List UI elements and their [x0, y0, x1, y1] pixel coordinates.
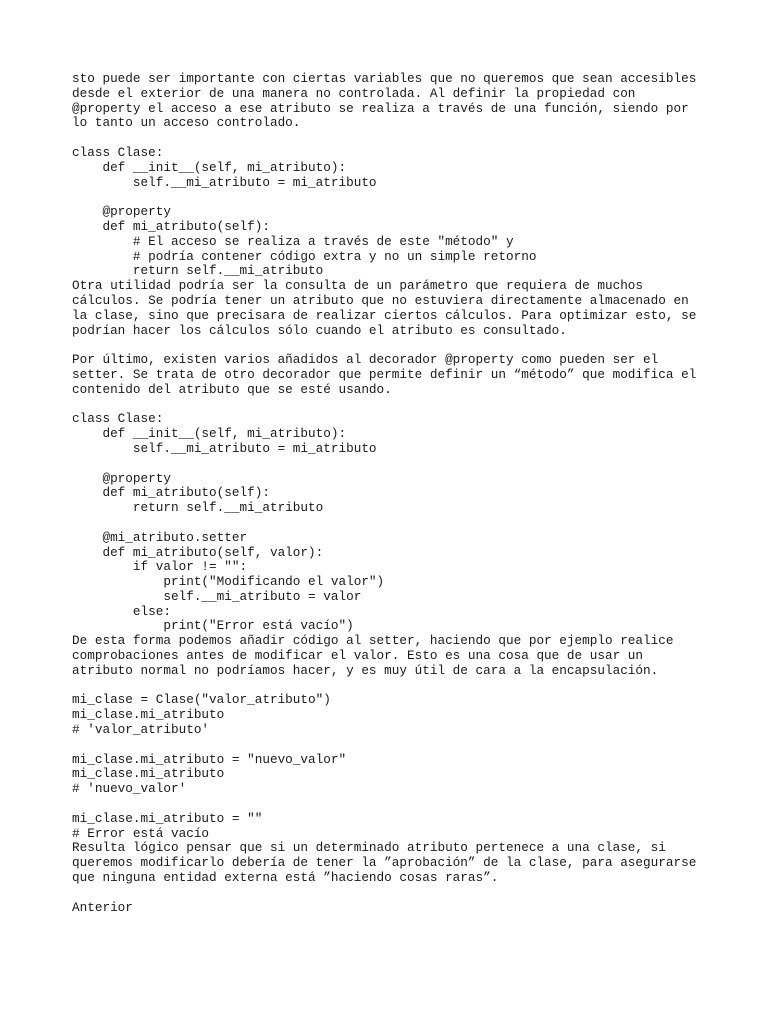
code-line: return self.__mi_atributo: [72, 500, 324, 516]
text-line: Otra utilidad podría ser la consulta de un parámetro que requiera de muchos: [72, 278, 644, 294]
code-line: def mi_atributo(self):: [72, 485, 270, 501]
document-body: [72, 72, 768, 915]
text-line: @property el acceso a ese atributo se realiza a través de una función, siendo por: [72, 100, 689, 116]
blank-line: [72, 738, 768, 753]
code-line: def __init__(self, mi_atributo):: [72, 426, 347, 442]
text-line: setter. Se trata de otro decorador que permite definir un “método” que modifica el: [72, 366, 697, 382]
blank-line: [72, 679, 768, 694]
code-line: mi_clase.mi_atributo: [72, 766, 225, 782]
text-line: cálculos. Se podría tener un atributo que no estuviera directamente almacenado en: [72, 292, 689, 308]
code-line: # El acceso se realiza a través de este "método" y: [72, 233, 514, 249]
code-line: # podría contener código extra y no un simple retorno: [72, 248, 537, 264]
text-line: lo tanto un acceso controlado.: [72, 115, 301, 131]
blank-line: [72, 131, 768, 146]
code-line: @property: [72, 204, 171, 220]
blank-line: [72, 797, 768, 812]
blank-line: [72, 398, 768, 413]
text-line: la clase, sino que precisara de realizar ciertos cálculos. Para optimizar esto, se: [72, 307, 697, 323]
code-line: # 'valor_atributo': [72, 722, 210, 738]
text-line: que ninguna entidad externa está ”haciendo cosas raras”.: [72, 870, 499, 886]
code-line: mi_clase = Clase("valor_atributo"): [72, 692, 331, 708]
blank-line: [72, 886, 768, 901]
code-line: self.__mi_atributo = valor: [72, 588, 362, 604]
text-line: sto puede ser importante con ciertas variables que no queremos que sean accesibles: [72, 71, 697, 86]
blank-line: [72, 338, 768, 353]
code-line: @property: [72, 470, 171, 486]
code-line: class Clase:: [72, 144, 164, 160]
code-line: print("Error está vacío"): [72, 618, 354, 634]
code-line: mi_clase.mi_atributo = "": [72, 810, 263, 826]
previous-link[interactable]: Anterior: [72, 899, 133, 915]
text-line: Resulta lógico pensar que si un determinado atributo pertenece a una clase, si: [72, 840, 666, 856]
code-line: class Clase:: [72, 411, 164, 427]
blank-line: [72, 457, 768, 472]
code-line: if valor != "":: [72, 559, 248, 575]
code-line: def mi_atributo(self):: [72, 218, 270, 234]
code-line: def mi_atributo(self, valor):: [72, 544, 324, 560]
text-line: podrían hacer los cálculos sólo cuando el atributo es consultado.: [72, 322, 567, 338]
code-line: # Error está vacío: [72, 825, 210, 841]
code-line: return self.__mi_atributo: [72, 263, 324, 279]
code-line: mi_clase.mi_atributo: [72, 707, 225, 723]
code-line: # 'nuevo_valor': [72, 781, 187, 797]
text-line: atributo normal no podríamos hacer, y es muy útil de cara a la encapsulación.: [72, 662, 659, 678]
text-line: contenido del atributo que se esté usando.: [72, 381, 392, 397]
code-line: def __init__(self, mi_atributo):: [72, 159, 347, 175]
blank-line: [72, 516, 768, 531]
text-line: queremos modificarlo debería de tener la ”aprobación” de la clase, para asegurarse: [72, 855, 697, 871]
text-line: comprobaciones antes de modificar el valor. Esto es una cosa que de usar un: [72, 648, 644, 664]
code-line: @mi_atributo.setter: [72, 529, 248, 545]
text-line: De esta forma podemos añadir código al setter, haciendo que por ejemplo realice: [72, 633, 674, 649]
code-line: self.__mi_atributo = mi_atributo: [72, 174, 377, 190]
blank-line: [72, 190, 768, 205]
code-line: mi_clase.mi_atributo = "nuevo_valor": [72, 751, 347, 767]
code-line: print("Modificando el valor"): [72, 574, 385, 590]
text-line: Por último, existen varios añadidos al decorador @property como pueden ser el: [72, 352, 659, 368]
code-line: self.__mi_atributo = mi_atributo: [72, 440, 377, 456]
text-line: desde el exterior de una manera no controlada. Al definir la propiedad con: [72, 85, 636, 101]
code-line: else:: [72, 603, 171, 619]
